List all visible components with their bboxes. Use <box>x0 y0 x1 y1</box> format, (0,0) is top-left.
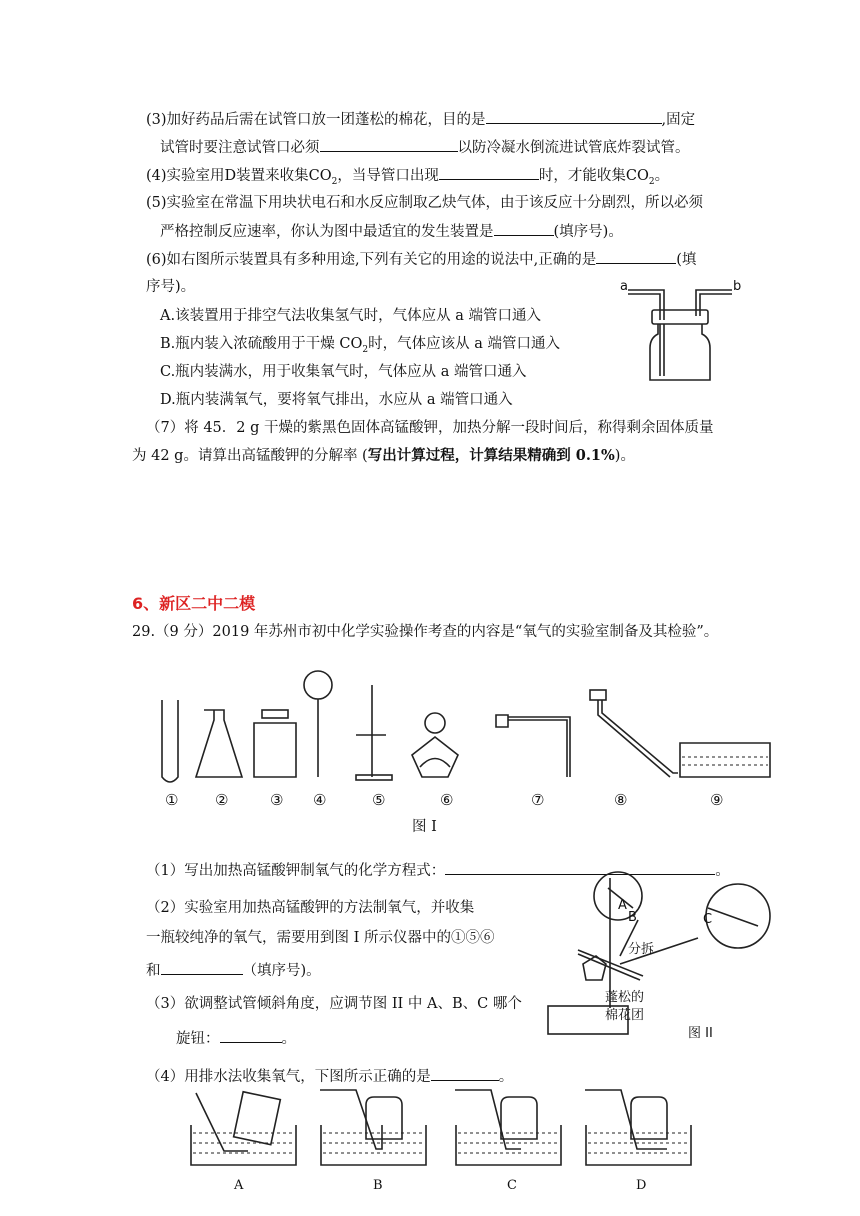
figure-2-caption: 图 II <box>688 1026 713 1041</box>
q5-blank[interactable] <box>494 221 554 236</box>
q5-line2: 严格控制反应速率，你认为图中最适宜的发生装置是 (填序号)。 <box>160 221 623 242</box>
q3-blank1[interactable] <box>486 109 662 124</box>
apparatus-label-1: ① <box>165 791 179 809</box>
section-title: 6、新区二中二模 <box>132 594 256 613</box>
figure-3-collection <box>186 1085 706 1170</box>
q6-line1: (6)如右图所示装置具有多种用途,下列有关它的用途的说法中,正确的是 (填 <box>146 249 696 270</box>
apparatus-label-2: ② <box>215 791 229 809</box>
setup-label-b: B <box>373 1178 383 1193</box>
q3-line2: 试管时要注意试管口必须 以防冷凝水倒流进试管底炸裂试管。 <box>160 137 690 158</box>
gas-bottle-figure <box>620 280 740 390</box>
q5-line1: (5)实验室在常温下用块状电石和水反应制取乙炔气体，由于该反应十分剧烈，所以必须 <box>146 195 704 211</box>
apparatus-label-4: ④ <box>313 791 327 809</box>
p2-line2: 一瓶较纯净的氧气，需要用到图 I 所示仪器中的①⑤⑥ <box>146 930 495 946</box>
cotton-label-1: 蓬松的 <box>605 990 645 1005</box>
p4-blank[interactable] <box>431 1066 499 1081</box>
q7-line1: （7）将 45．2 g 干燥的紫黑色固体高锰酸钾，加热分解一段时间后，称得剩余固体质量 <box>146 420 714 436</box>
q4-blank[interactable] <box>439 165 539 180</box>
q7-line2: 为 42 g。请算出高锰酸钾的分解率 (写出计算过程，计算结果精确到 0.1%)。 <box>132 447 635 464</box>
figure-2-apparatus <box>548 868 768 1038</box>
port-b-label: b <box>733 279 742 294</box>
apparatus-label-9: ⑨ <box>710 791 724 809</box>
p1-line: （1）写出加热高锰酸钾制氧气的化学方程式： 。 <box>146 860 730 881</box>
q6-line2: 序号)。 <box>146 279 196 295</box>
p3-line2: 旋钮： 。 <box>176 1028 296 1049</box>
apparatus-label-6: ⑥ <box>440 791 454 809</box>
knob-b-label: B <box>628 910 637 925</box>
q3-line1: (3)加好药品后需在试管口放一团蓬松的棉花，目的是 ,固定 <box>146 109 695 130</box>
knob-a-label: A <box>618 898 627 913</box>
q6-option-b: B.瓶内装入浓硫酸用于干燥 $CO_2$时，气体应该从 a 端管口通入 <box>160 336 560 355</box>
setup-b <box>320 1090 426 1165</box>
apparatus-label-3: ③ <box>270 791 284 809</box>
q29-intro: 29.（9 分）2019 年苏州市初中化学实验操作考查的内容是“氧气的实验室制备及其检验”。 <box>132 624 719 640</box>
q6-option-a: A.该装置用于排空气法收集氢气时，气体应从 a 端管口通入 <box>160 308 541 324</box>
knob-c-label: C <box>703 912 713 927</box>
setup-label-d: D <box>636 1178 647 1193</box>
p2-line3: 和 （填序号)。 <box>146 960 321 981</box>
apparatus-label-8: ⑧ <box>614 791 628 809</box>
setup-d <box>585 1090 691 1165</box>
q6-option-d: D.瓶内装满氧气，要将氧气排出，水应从 a 端管口通入 <box>160 392 513 408</box>
setup-c <box>455 1090 561 1165</box>
setup-label-c: C <box>507 1178 517 1193</box>
split-label: 分拆 <box>628 942 655 957</box>
p3-blank[interactable] <box>220 1028 282 1043</box>
setup-label-a: A <box>234 1178 244 1193</box>
q6-option-c: C.瓶内装满水，用于收集氧气时，气体应从 a 端管口通入 <box>160 364 527 380</box>
q4-line: (4)实验室用D装置来收集$CO_2$，当导管口出现 时，才能收集$CO_2$。 <box>146 165 669 192</box>
setup-a <box>191 1092 296 1165</box>
p4-line: （4）用排水法收集氧气，下图所示正确的是 。 <box>146 1066 513 1087</box>
port-a-label: a <box>620 279 628 294</box>
p3-line1: （3）欲调整试管倾斜角度，应调节图 II 中 A、B、C 哪个 <box>146 996 522 1012</box>
p2-blank[interactable] <box>161 960 243 975</box>
q3-blank2[interactable] <box>320 137 458 152</box>
p2-line1: （2）实验室用加热高锰酸钾的方法制氧气，并收集 <box>146 900 475 916</box>
q6-blank[interactable] <box>596 249 676 264</box>
cotton-label-2: 棉花团 <box>605 1008 645 1023</box>
figure-1-apparatus <box>150 665 770 795</box>
apparatus-label-5: ⑤ <box>372 791 386 809</box>
q3-text: (3)加好药品后需在试管口放一团蓬松的棉花，目的是 <box>146 112 486 128</box>
apparatus-label-7: ⑦ <box>531 791 545 809</box>
figure-1-caption: 图 I <box>412 819 437 835</box>
